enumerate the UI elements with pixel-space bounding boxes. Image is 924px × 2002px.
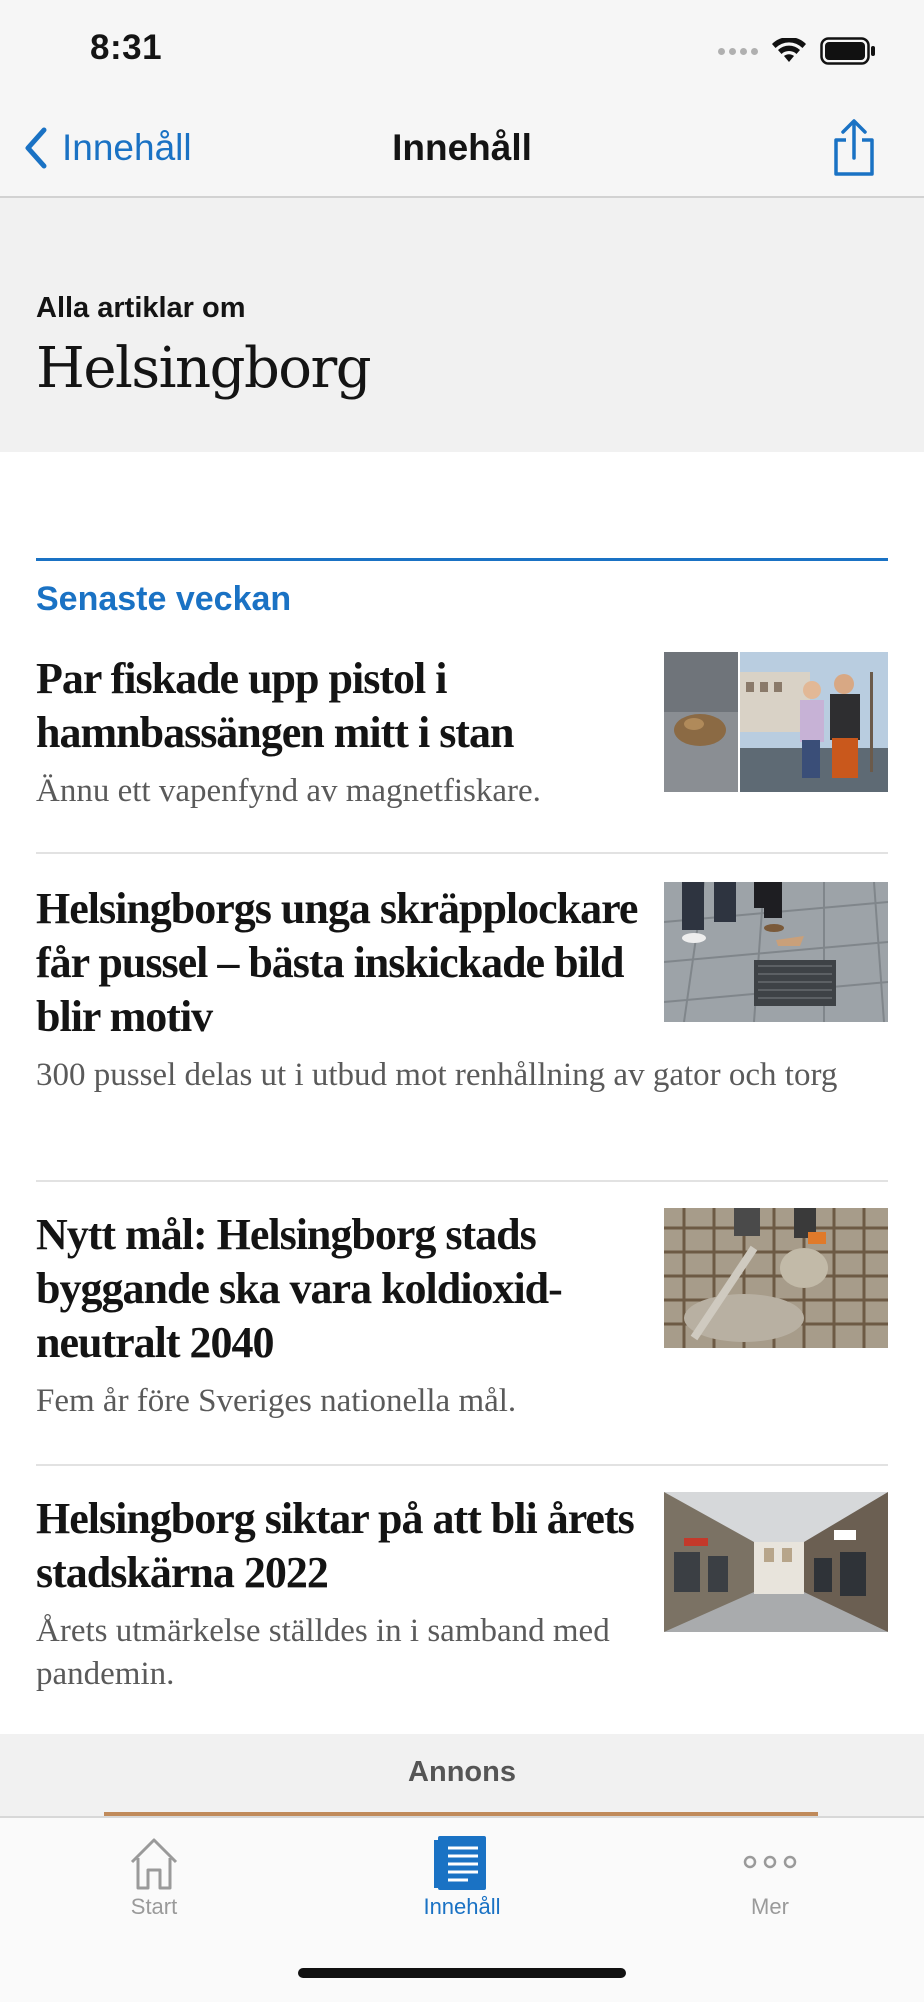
section-title: Senaste veckan [36, 580, 292, 618]
article-divider [36, 1464, 888, 1466]
back-button-label: Innehåll [62, 127, 192, 168]
article-summary: Fem år före Sveriges nationella mål. [36, 1383, 517, 1419]
tab-label: Start [130, 1894, 178, 1919]
article-headline: Helsingborgs unga skräpplockare får pussel – bästa inskickade bild blir motiv [36, 884, 638, 1041]
tab-label: Mer [751, 1894, 789, 1919]
more-dots-icon [740, 1832, 800, 1892]
topic-kicker: Alla artiklar om [36, 292, 246, 324]
article-headline: Helsingborg siktar på att bli årets stadskärna 2022 [36, 1494, 634, 1597]
page-title: Innehåll [392, 127, 532, 168]
back-button[interactable] [24, 120, 192, 176]
ad-banner [0, 1734, 924, 1816]
topic-header [0, 198, 924, 452]
article-item[interactable] [36, 652, 888, 812]
navigation-bar [0, 100, 924, 198]
topic-title: Helsingborg [36, 336, 371, 401]
article-item[interactable] [36, 1208, 888, 1438]
article-text [36, 652, 656, 813]
article-thumbnail [664, 1208, 888, 1348]
article-thumbnail [664, 1492, 888, 1632]
chevron-left-icon [24, 127, 48, 169]
article-thumbnail [664, 882, 888, 1022]
tab-start[interactable] [54, 1832, 254, 1932]
share-button[interactable] [828, 118, 880, 178]
status-time: 8:31 [90, 28, 163, 67]
article-summary: Ännu ett vapenfynd av magnetfiskare. [36, 773, 541, 809]
home-indicator[interactable] [298, 1968, 626, 1978]
tab-mer[interactable] [670, 1832, 870, 1932]
tab-label: Innehåll [423, 1894, 501, 1919]
wifi-icon [772, 38, 806, 64]
article-text [36, 1492, 656, 1696]
article-thumbnail [664, 652, 888, 792]
share-icon [828, 118, 880, 178]
article-summary: 300 pussel delas ut i utbud mot renhållning av gator och torg [36, 1057, 838, 1093]
battery-icon [820, 37, 876, 65]
article-text [36, 882, 838, 1097]
status-icons [718, 34, 876, 68]
section-divider [36, 558, 888, 561]
article-headline: Nytt mål: Helsingborg stads byggande ska vara koldioxidneutralt 2040 [36, 1210, 563, 1367]
article-divider [36, 1180, 888, 1182]
cellular-signal-icon [718, 48, 758, 55]
article-item[interactable] [36, 882, 888, 1142]
article-item[interactable] [36, 1492, 888, 1722]
article-headline: Par fiskade upp pistol i hamnbassängen mitt i stan [36, 654, 514, 757]
article-text [36, 1208, 656, 1423]
tab-innehall[interactable] [362, 1832, 562, 1932]
status-bar [0, 0, 924, 100]
article-summary: Årets utmärkelse ställdes in i samband med pandemin. [36, 1613, 610, 1692]
article-divider [36, 852, 888, 854]
document-list-icon [432, 1832, 492, 1892]
house-icon [124, 1832, 184, 1892]
ad-label: Annons [408, 1756, 516, 1788]
